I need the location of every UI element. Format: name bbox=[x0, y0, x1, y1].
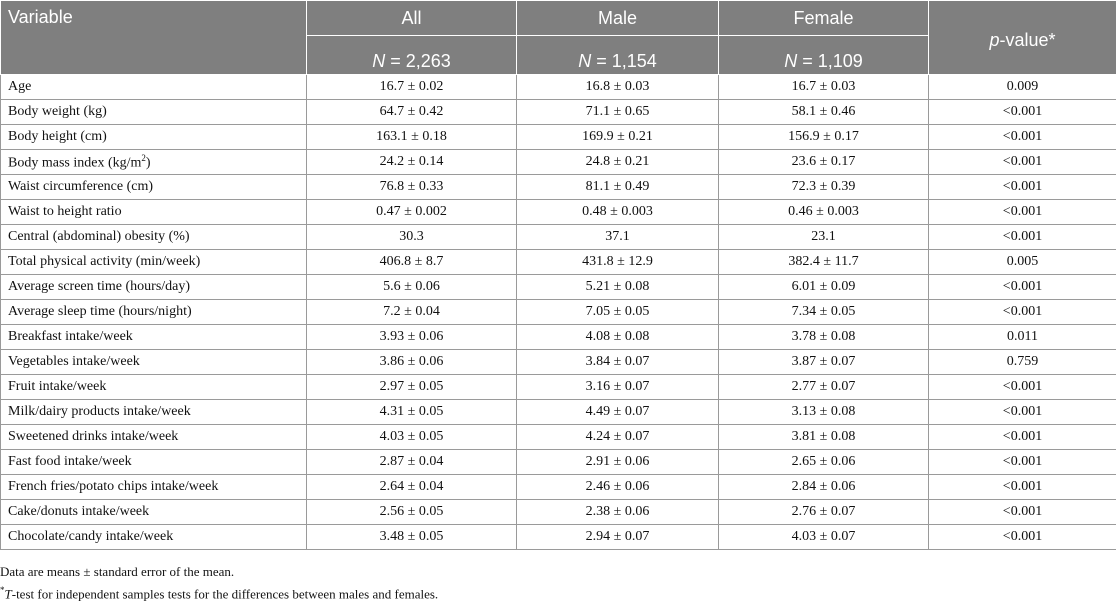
cell-female: 16.7 ± 0.03 bbox=[719, 75, 929, 100]
table-row bbox=[1, 350, 1116, 375]
cell-male: 16.8 ± 0.03 bbox=[517, 75, 719, 100]
cell-all: 2.56 ± 0.05 bbox=[307, 500, 517, 525]
table-row bbox=[1, 75, 1116, 100]
table-row bbox=[1, 150, 1116, 175]
row-label: Chocolate/candy intake/week bbox=[1, 525, 307, 550]
row-label: Milk/dairy products intake/week bbox=[1, 400, 307, 425]
header-variable: Variable bbox=[1, 1, 307, 75]
cell-female: 3.81 ± 0.08 bbox=[719, 425, 929, 450]
cell-p-value: <0.001 bbox=[929, 450, 1116, 475]
cell-male: 0.48 ± 0.003 bbox=[517, 200, 719, 225]
row-label: Central (abdominal) obesity (%) bbox=[1, 225, 307, 250]
cell-male: 4.24 ± 0.07 bbox=[517, 425, 719, 450]
cell-all: 16.7 ± 0.02 bbox=[307, 75, 517, 100]
cell-all: 3.86 ± 0.06 bbox=[307, 350, 517, 375]
cell-all: 4.03 ± 0.05 bbox=[307, 425, 517, 450]
cell-male: 2.38 ± 0.06 bbox=[517, 500, 719, 525]
row-label: Fruit intake/week bbox=[1, 375, 307, 400]
table-row bbox=[1, 275, 1116, 300]
table-row bbox=[1, 325, 1116, 350]
table-row bbox=[1, 175, 1116, 200]
header-n-male: N = 1,154 bbox=[517, 36, 719, 75]
cell-female: 3.87 ± 0.07 bbox=[719, 350, 929, 375]
table-row bbox=[1, 375, 1116, 400]
table-row bbox=[1, 525, 1116, 550]
table-row bbox=[1, 100, 1116, 125]
cell-female: 2.65 ± 0.06 bbox=[719, 450, 929, 475]
row-label: Waist to height ratio bbox=[1, 200, 307, 225]
row-label: Total physical activity (min/week) bbox=[1, 250, 307, 275]
row-label: Cake/donuts intake/week bbox=[1, 500, 307, 525]
table-row bbox=[1, 125, 1116, 150]
row-label: Body mass index $(kg/m^2)$ bbox=[1, 150, 307, 175]
header-female: Female bbox=[719, 1, 929, 36]
cell-p-value: <0.001 bbox=[929, 475, 1116, 500]
cell-female: 382.4 ± 11.7 bbox=[719, 250, 929, 275]
table-row bbox=[1, 475, 1116, 500]
row-label: Average screen time (hours/day) bbox=[1, 275, 307, 300]
cell-all: 30.3 bbox=[307, 225, 517, 250]
table-row bbox=[1, 450, 1116, 475]
cell-male: 4.08 ± 0.08 bbox=[517, 325, 719, 350]
cell-male: 7.05 ± 0.05 bbox=[517, 300, 719, 325]
row-label: Body height (cm) bbox=[1, 125, 307, 150]
cell-p-value: <0.001 bbox=[929, 400, 1116, 425]
cell-male: 169.9 ± 0.21 bbox=[517, 125, 719, 150]
footnote-data: Data are means ± standard error of the mean. bbox=[0, 562, 234, 581]
cell-male: 2.91 ± 0.06 bbox=[517, 450, 719, 475]
header-n-all: N = 2,263 bbox=[307, 36, 517, 75]
table-row bbox=[1, 425, 1116, 450]
cell-all: 406.8 ± 8.7 bbox=[307, 250, 517, 275]
cell-female: 7.34 ± 0.05 bbox=[719, 300, 929, 325]
header-male: Male bbox=[517, 1, 719, 36]
cell-p-value: 0.005 bbox=[929, 250, 1116, 275]
cell-p-value: <0.001 bbox=[929, 500, 1116, 525]
cell-p-value: <0.001 bbox=[929, 375, 1116, 400]
cell-male: 2.46 ± 0.06 bbox=[517, 475, 719, 500]
cell-female: 156.9 ± 0.17 bbox=[719, 125, 929, 150]
row-label: Body weight (kg) bbox=[1, 100, 307, 125]
cell-female: 6.01 ± 0.09 bbox=[719, 275, 929, 300]
cell-male: 431.8 ± 12.9 bbox=[517, 250, 719, 275]
table-row bbox=[1, 200, 1116, 225]
cell-male: 81.1 ± 0.49 bbox=[517, 175, 719, 200]
cell-p-value: <0.001 bbox=[929, 525, 1116, 550]
cell-p-value: <0.001 bbox=[929, 175, 1116, 200]
cell-p-value: 0.011 bbox=[929, 325, 1116, 350]
cell-all: 3.48 ± 0.05 bbox=[307, 525, 517, 550]
cell-all: 3.93 ± 0.06 bbox=[307, 325, 517, 350]
cell-female: 2.76 ± 0.07 bbox=[719, 500, 929, 525]
cell-male: 3.16 ± 0.07 bbox=[517, 375, 719, 400]
cell-all: 24.2 ± 0.14 bbox=[307, 150, 517, 175]
table-row bbox=[1, 225, 1116, 250]
cell-p-value: <0.001 bbox=[929, 125, 1116, 150]
cell-male: 71.1 ± 0.65 bbox=[517, 100, 719, 125]
cell-p-value: 0.009 bbox=[929, 75, 1116, 100]
cell-female: 2.77 ± 0.07 bbox=[719, 375, 929, 400]
cell-all: 64.7 ± 0.42 bbox=[307, 100, 517, 125]
row-label: Waist circumference (cm) bbox=[1, 175, 307, 200]
cell-all: 2.64 ± 0.04 bbox=[307, 475, 517, 500]
cell-p-value: <0.001 bbox=[929, 425, 1116, 450]
cell-male: 4.49 ± 0.07 bbox=[517, 400, 719, 425]
row-label: Average sleep time (hours/night) bbox=[1, 300, 307, 325]
cell-p-value: <0.001 bbox=[929, 150, 1116, 175]
cell-all: 7.2 ± 0.04 bbox=[307, 300, 517, 325]
cell-female: 3.78 ± 0.08 bbox=[719, 325, 929, 350]
row-label: Fast food intake/week bbox=[1, 450, 307, 475]
header-all: All bbox=[307, 1, 517, 36]
cell-male: 3.84 ± 0.07 bbox=[517, 350, 719, 375]
cell-p-value: <0.001 bbox=[929, 275, 1116, 300]
header-n-female: N = 1,109 bbox=[719, 36, 929, 75]
cell-female: 0.46 ± 0.003 bbox=[719, 200, 929, 225]
cell-female: 58.1 ± 0.46 bbox=[719, 100, 929, 125]
cell-p-value: <0.001 bbox=[929, 100, 1116, 125]
row-label: Breakfast intake/week bbox=[1, 325, 307, 350]
cell-p-value: <0.001 bbox=[929, 300, 1116, 325]
table-row bbox=[1, 300, 1116, 325]
cell-male: 24.8 ± 0.21 bbox=[517, 150, 719, 175]
header-p-value: p-value* bbox=[929, 1, 1116, 75]
table-row bbox=[1, 500, 1116, 525]
row-label: Sweetened drinks intake/week bbox=[1, 425, 307, 450]
cell-male: 5.21 ± 0.08 bbox=[517, 275, 719, 300]
cell-p-value: <0.001 bbox=[929, 200, 1116, 225]
row-label: Vegetables intake/week bbox=[1, 350, 307, 375]
cell-all: 163.1 ± 0.18 bbox=[307, 125, 517, 150]
cell-female: 4.03 ± 0.07 bbox=[719, 525, 929, 550]
cell-all: 2.87 ± 0.04 bbox=[307, 450, 517, 475]
cell-all: 5.6 ± 0.06 bbox=[307, 275, 517, 300]
cell-male: 37.1 bbox=[517, 225, 719, 250]
cell-male: 2.94 ± 0.07 bbox=[517, 525, 719, 550]
cell-female: 72.3 ± 0.39 bbox=[719, 175, 929, 200]
cell-female: 23.1 bbox=[719, 225, 929, 250]
header-row bbox=[1, 1, 1116, 36]
cell-p-value: <0.001 bbox=[929, 225, 1116, 250]
row-label: Age bbox=[1, 75, 307, 100]
cell-all: 4.31 ± 0.05 bbox=[307, 400, 517, 425]
cell-female: 23.6 ± 0.17 bbox=[719, 150, 929, 175]
footnote-t-test: *T-test for independent samples tests for the differences between males and females. bbox=[0, 581, 438, 603]
table-row bbox=[1, 400, 1116, 425]
row-label: French fries/potato chips intake/week bbox=[1, 475, 307, 500]
cell-female: 2.84 ± 0.06 bbox=[719, 475, 929, 500]
cell-female: 3.13 ± 0.08 bbox=[719, 400, 929, 425]
cell-all: 76.8 ± 0.33 bbox=[307, 175, 517, 200]
table-row bbox=[1, 250, 1116, 275]
cell-all: 0.47 ± 0.002 bbox=[307, 200, 517, 225]
cell-p-value: 0.759 bbox=[929, 350, 1116, 375]
cell-all: 2.97 ± 0.05 bbox=[307, 375, 517, 400]
